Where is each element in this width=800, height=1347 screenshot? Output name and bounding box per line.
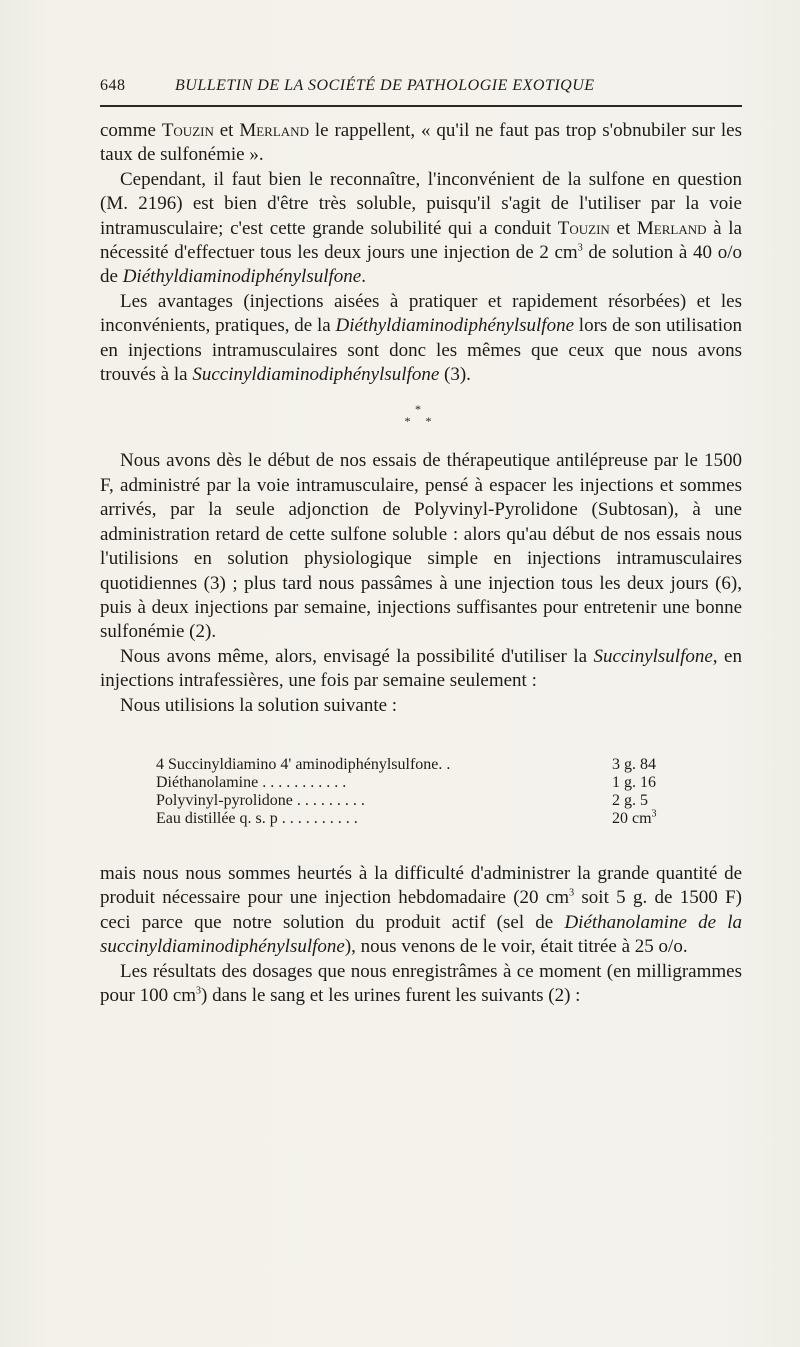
paragraph-7: mais nous nous sommes heurtés à la difficulté d'administrer la grande quantité de produit nécessaire pour une injection hebdomadaire (20 $cm^3$ soit 5 g. de 1500 F) ceci parce que notre solution du produit actif (sel de Diéthanolamine de la succinyldiaminodiphénylsulfone), nous venons de le voir, était titrée à 25 o/o. (100, 862, 743, 958)
paragraph-5: Nous avons même, alors, envisagé la possibilité d'utiliser la Succinylsulfone, en injections intrafessières, une fois par semaine seulement : (100, 645, 742, 692)
asterism-bottom: * * (404, 414, 438, 429)
formula-row (156, 774, 704, 792)
paragraph-2: Cependant, il faut bien le reconnaître, l'inconvénient de la sulfone en question (M. 2196) est bien d'être très soluble, puisqu'il s'agit de l'utiliser par la voie intramusculaire; c'est cette grande solubilité qui a conduit Touzin et Merland à la nécessité d'effectuer tous les deux jours une injection de 2 $cm^3$ de solution à 40 o/o de Diéthyldiaminodiphénylsulfone. (100, 168, 742, 288)
section-separator (100, 403, 742, 427)
compound-name: Diéthyldiaminodiphénylsulfone (122, 266, 362, 288)
ingredient-amount: 20 $cm^3$ (612, 808, 657, 827)
solution-formula (156, 756, 704, 828)
header-rule (100, 105, 742, 107)
ingredient-amount: 2 g. 5 (612, 791, 648, 809)
running-title: BULLETIN DE LA SOCIÉTÉ DE PATHOLOGIE EXOTIQUE (175, 77, 595, 94)
article-body (100, 119, 742, 1008)
page-number: 648 (100, 77, 126, 94)
paragraph-8: Les résultats des dosages que nous enregistrâmes à ce moment (en milligrammes pour 100 $cm^3$) dans le sang et les urines furent les suivants (2) : (100, 960, 742, 1006)
author-name: Touzin (161, 120, 214, 141)
ingredient-amount: 1 g. 16 (612, 773, 656, 791)
formula-row (156, 756, 704, 774)
compound-name: Succinyldiaminodiphénylsulfone (192, 364, 440, 386)
ingredient-name: Eau distillée q. s. p . . . . . . . . . . (156, 809, 358, 827)
paragraph-1: comme Touzin et Merland le rappellent, « qu'il ne faut pas trop s'obnubiler sur les taux de sulfonémie ». (100, 120, 742, 166)
compound-name: Diéthyldiaminodiphénylsulfone (335, 315, 574, 337)
ingredient-amount: 3 g. 84 (612, 755, 656, 773)
author-name: Touzin (557, 217, 610, 239)
ingredient-name: Diéthanolamine . . . . . . . . . . . (156, 773, 347, 791)
asterism-top: * (415, 402, 427, 417)
paragraph-6: Nous utilisions la solution suivante : (120, 694, 398, 716)
compound-name: Diéthanolamine de la succinyldiaminodiphénylsulfone (100, 911, 742, 958)
ingredient-name: Polyvinyl-pyrolidone . . . . . . . . . (156, 791, 365, 809)
formula-row (156, 810, 704, 828)
author-name: Merland (239, 120, 309, 141)
compound-name: Succinylsulfone (593, 645, 713, 667)
author-name: Merland (636, 217, 707, 239)
paragraph-3: Les avantages (injections aisées à pratiquer et rapidement résorbées) et les inconvénients, pratiques, de la Diéthyldiaminodiphénylsulfone lors de son utilisation en injections intramusculaires sont donc les mêmes que ceux que nous avons trouvés à la Succinyldiaminodiphénylsulfone (3). (100, 290, 742, 386)
formula-row (156, 792, 704, 810)
paragraph-4: Nous avons dès le début de nos essais de thérapeutique antilépreuse par le 1500 F, administré par la voie intramusculaire, pensé à espacer les injections et sommes arrivés, par la seule adjonction de Polyvinyl-Pyrolidone (Subtosan), à une administration retard de cette sulfone soluble : alors qu'au début de nos essais nous l'utilisions en solution physiologique simple en injections intramusculaires quotidiennes (3) ; plus tard nous passâmes à une injection tous les deux jours (6), puis à deux injections par semaine, injections suffisantes pour entretenir une bonne sulfonémie (2). (100, 450, 742, 643)
ingredient-name: 4 Succinyldiamino 4' aminodiphénylsulfone. . (156, 755, 451, 773)
